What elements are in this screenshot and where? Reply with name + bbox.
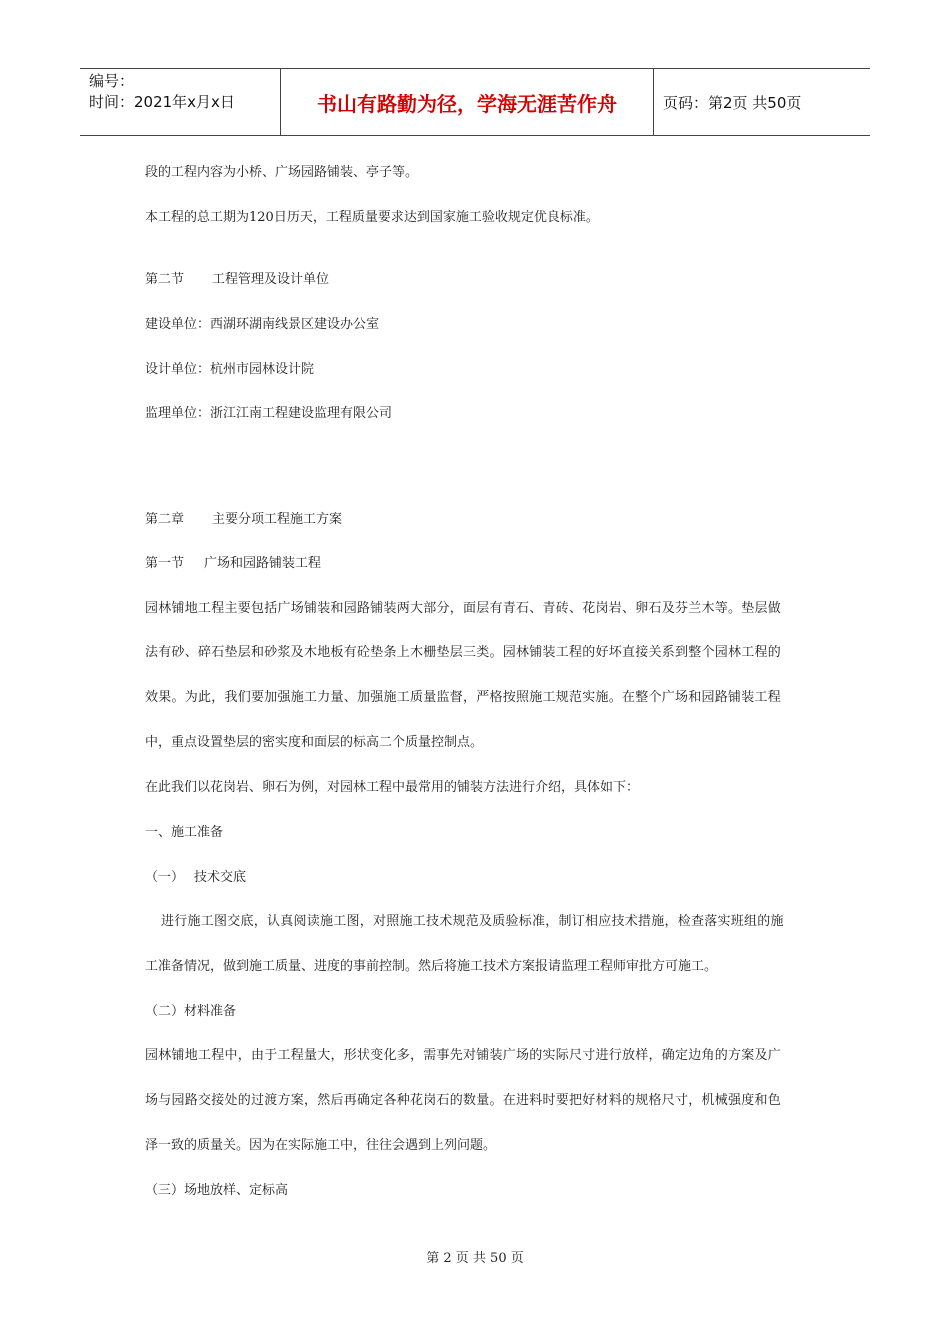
body-line: 段的工程内容为小桥、广场园路铺装、亭子等。 <box>145 165 419 180</box>
paragraph-line: 园林铺地工程中，由于工程量大，形状变化多，需事先对铺装广场的实际尺寸进行放样，确定边角的方案及广 <box>145 1048 782 1063</box>
section-heading <box>145 268 329 287</box>
section-title: 工程管理及设计单位 <box>212 272 330 287</box>
paragraph-line: 进行施工图交底，认真阅读施工图，对照施工技术规范及质验标准，制订相应技术措施，检查落实班组的施 <box>161 914 784 929</box>
body-line: 建设单位：西湖环湖南线景区建设办公室 <box>145 317 380 332</box>
section-title: 广场和园路铺装工程 <box>204 556 322 571</box>
subheading-number: （一） <box>145 870 185 885</box>
document-time-label: 时间：2021年x月x日 <box>89 93 235 111</box>
header-page-label: 页码：第2页 共50页 <box>663 93 802 112</box>
chapter-number: 第二章 <box>145 512 185 527</box>
section-heading <box>145 552 321 571</box>
paragraph-line: 园林铺地工程主要包括广场铺装和园路铺装两大部分，面层有青石、青砖、花岗岩、卵石及芬兰木等。垫层做 <box>145 601 782 616</box>
subheading-title: 技术交底 <box>194 870 247 885</box>
paragraph-line: 法有砂、碎石垫层和砂浆及木地板有砼垫条上木栅垫层三类。园林铺装工程的好坏直接关系到整个园林工程的 <box>145 645 782 660</box>
body-line: 监理单位：浙江江南工程建设监理有限公司 <box>145 406 393 421</box>
document-header <box>80 68 870 136</box>
paragraph-line: 泽一致的质量关。因为在实际施工中，往往会遇到上列问题。 <box>145 1138 497 1153</box>
section-number: 第二节 <box>145 272 185 287</box>
subheading: 一、施工准备 <box>145 825 224 840</box>
paragraph-line: 在此我们以花岗岩、卵石为例，对园林工程中最常用的铺装方法进行介绍，具体如下： <box>145 780 640 795</box>
subheading <box>145 866 246 885</box>
header-info-cell <box>80 69 281 135</box>
subheading: （三）场地放样、定标高 <box>145 1183 289 1198</box>
paragraph-line: 中，重点设置垫层的密实度和面层的标高二个质量控制点。 <box>145 735 484 750</box>
paragraph-line: 工准备情况，做到施工质量、进度的事前控制。然后将施工技术方案报请监理工程师审批方可施工。 <box>145 959 718 974</box>
body-line: 设计单位：杭州市园林设计院 <box>145 362 315 377</box>
paragraph-line: 场与园路交接处的过渡方案，然后再确定各种花岗石的数量。在进料时要把好材料的规格尺寸，机械强度和色 <box>145 1093 782 1108</box>
section-number: 第一节 <box>145 556 185 571</box>
body-line: 本工程的总工期为120日历天，工程质量要求达到国家施工验收规定优良标准。 <box>145 210 599 225</box>
subheading: （二）材料准备 <box>145 1004 237 1019</box>
paragraph-line: 效果。为此，我们要加强施工力量、加强施工质量监督，严格按照施工规范实施。在整个广场和园路铺装工程 <box>145 690 782 705</box>
chapter-heading <box>145 508 342 527</box>
page-footer: 第 2 页 共 50 页 <box>426 1251 524 1266</box>
header-motto: 书山有路勤为径，学海无涯苦作舟 <box>281 69 654 135</box>
document-number-label: 编号： <box>89 72 135 90</box>
chapter-title: 主要分项工程施工方案 <box>212 512 343 527</box>
